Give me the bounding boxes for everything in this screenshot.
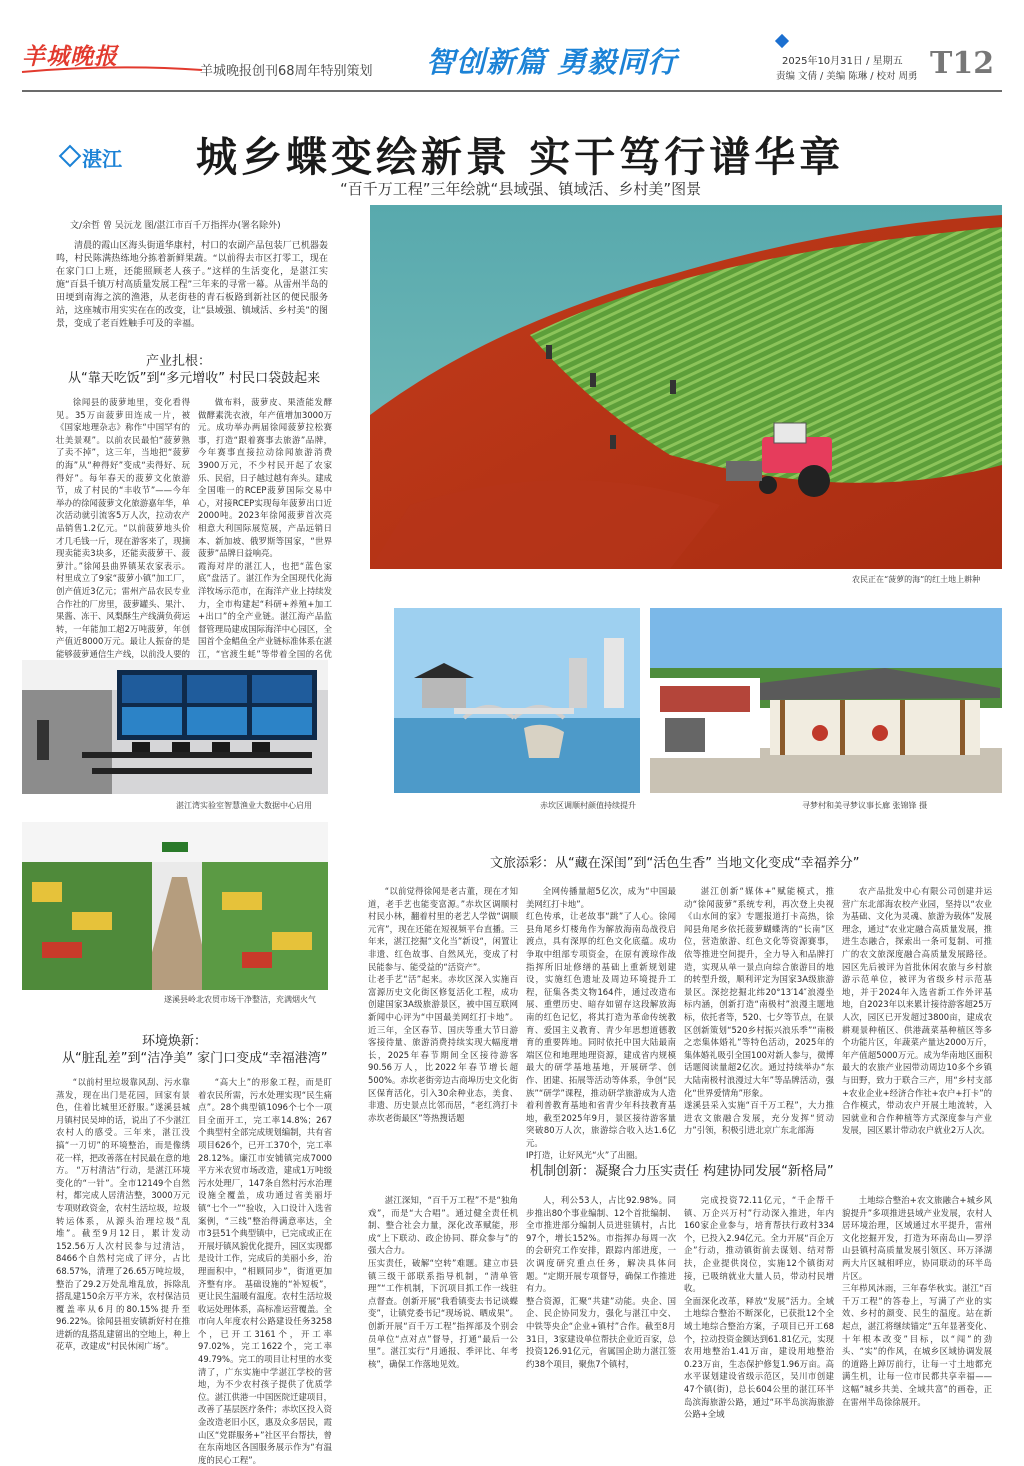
village-corridor-photo	[650, 608, 1002, 793]
masthead-divider	[22, 90, 1002, 92]
diamond-icon	[775, 34, 789, 48]
masthead	[0, 0, 1024, 100]
anniversary-label: 羊城晚报创刊68周年特别策划	[200, 64, 373, 79]
byline: 文/余哲 曾 吴沅龙 图/湛江市百千万指挥办(署名除外)	[70, 221, 281, 231]
environment-column-1: “以前村里垃圾靠风刮、污水靠蒸发，现在出门是花园，回家有景色，住着比城里还舒服。”遂溪县城月镇村民吴坤的话，说出了不少湛江农村人的感受。三年来，湛江没搞“一刀切”的环境整治，而是像绣花一样，把改善落在村民最在意的地方。 “万村清洁”行动，是湛江环境变化的“一针”。全市12149个自然村，都完成人居清洁整，3000万元专项财政资金，农村生活垃圾，垃圾转运体系，从源头治理垃圾“乱堆”。截至9月12日，累计发动152.56万人次村民参与过清洁，8466个自然村完成了评分，占比68.57%，清理了26.65万吨垃圾，整治了29.2万处乱堆乱放，拆除乱搭乱建150余万平方米，农村保洁员覆盖率从6月的80.15%提升至96.22%。徐闻县祖安镇新好村在推进新的乱搭乱建留出的空地上，种上花草，改建成“村民休闲广场”。	[56, 1077, 190, 1352]
datacenter-photo	[22, 660, 328, 794]
industry-section-kicker: 产业扎根：	[146, 354, 212, 369]
village-corridor-illustration	[650, 608, 1002, 793]
tourism-column-4: 农产品批发中心有限公司创建并运营广东北部海农校产业园，坚持以“农业为基础、文化为灵魂、旅游为载体”发展理念，通过“农业定融合高质量发展，推进生态融合，探索出一条可复制、可推广的农文旅深度融合高质量发展路径。园区先后被评为首批休闲农旅与乡村旅游示范单位，被评为省级乡村示范基地，并于2024年入选省新工作外评基地，自2023年以来累计接待游客超25万人次，园区已开发超过3800亩，建成农耕观景种植区、供港蔬菜基种植区等多个功能片区，年蔬菜产量达2000万斤，年产值超5000万元。成为华南地区面积最大的农旅产业园带动周边10多个乡镇与田野，致力于联合三产，用“乡村支部+农业企业+经济合作社+农户+打卡”的合作模式，带动农户开展土地流转，入园就业和合作种植等方式深度参与产业发展，园区累计带动农户就业2万人次。	[842, 886, 992, 1136]
mechanism-column-2: 人，利公53人，占比92.98%。同步推出80个事业编制、12个首批编制、全市推进部分编制人员进驻镇村，占比97个，增长152%。市指挥办每周一次的会研究工作安排，跟踪内部进度，一次调度研究重点任务，解决具体问题。“定期开展专项督导，确保工作推进有力。 整合资源，汇聚“共建”动能。央企、国企、民企协同发力，强化与湛江中交、中铁等央企“企业+镇村”合作。截至8月31日，3家建设单位帮扶企业近百家，总投资126.91亿元，省属国企助力湛江签约38个项目，聚焦7个镇村，	[526, 1195, 676, 1369]
subheadline: “百千万工程”三年绘就“县域强、镇域活、乡村美”图景	[340, 180, 702, 198]
farm-field-illustration	[370, 205, 1002, 569]
issue-date: 2025年10月31日 / 星期五	[782, 56, 903, 67]
tourism-column-1: “以前觉得徐闻是老古董，现在才知道，老手艺也能变富源。”赤坎区调顺村村民小林，翻着村里的老艺人学做“调顺元宵”，现在还能在短视频平台直播。三年来，湛江挖掘“文化当”新设“，闲置让非遗、红色故事、自然风光，变成了村民能参与、能受益的“活资产”。 让老手艺“活”起来。赤坎区深入实施百富源历史文化街区修复活化工程，成功创建国家3A级旅游景区，被中国互联网新闻中心评为“中国最美网红打卡地”。近三年，全区春节、国庆等重大节日游客接待量、旅游消费持续实现大幅度增长，2025年春节期间全区接待游客90.56万人，比2022年春节增长超500%。赤坎老街旁边古商埠历史文化街区保育活化，引入30余种业态，美食、非遗、历史景点比邻而居，“老红湾打卡赤坎老街最区”等热搜话题	[368, 886, 518, 1123]
editor-credits: 责编 文倩 / 美编 陈琳 / 校对 周勇	[776, 71, 918, 82]
lead-paragraph: 清晨的霞山区海头街道华康村，村口的农副产品包装厂已机器轰鸣，村民陈满热练地分拣着新鲜果蔬。“以前得去市区打零工，现在在家门口上班，还能照顾老人孩子。”这样的生活变化，是湛江实施“百县千镇万村高质量发展工程”三年来的寻常一幕。从雷州半岛的田埂到南海之滨的渔港，从老街巷的青石板路到新社区的便民服务站，这座城市用实实在在的改变，让“县域强、镇域活、乡村美”的图景，变成了老百姓触手可及的幸福。	[56, 241, 328, 329]
headline: 城乡蝶变绘新景 实干笃行谱华章	[196, 133, 845, 181]
market-illustration	[22, 822, 328, 990]
tourism-column-3: 湛江创新“媒体+”赋能模式，推动“徐闻菠萝”系统专利，再次登上央视《山水间的家》专题报道打卡高热，徐闻县角尾乡依托菠萝蝴蝶湾的“长南”区位，营造旅游、红色文化等资源赛事，依等推进空间提升，全力导入和品牌打造，实现从单一景点向综合旅游目的地的转型升级，顺利评定为国家3A级旅游景区。深挖挖掘北纬20°13′14″浪漫坐标内涵，创新打造“南极村”浪漫主题地标，依托者等，520、七夕等节点，在景区创新策划“520乡村振兴浪乐季”“南极之恋集体婚礼”等特色活动，2025年的集体婚礼吸引全国100对新人参与，微博话题阅读量超2亿次。通过持续举办“东大陆南极村浪漫过大年”等品牌活动，强化“世界爱情角”形象。 遂溪县采入实施“百千万工程”，大力推进农文旅融合发展，充分发挥“贸动力”引领，积极引进北京广东北部海	[684, 886, 834, 1136]
datacenter-photo-caption: 湛江湾实验室智慧渔业大数据中心启用	[176, 801, 312, 810]
datacenter-illustration	[22, 660, 328, 794]
environment-section-title: 从“脏乱差”到“洁净美” 家门口变成“幸福港湾”	[62, 1051, 328, 1066]
mechanism-section-title: 机制创新：凝聚合力压实责任 构建协同发展“新格局”	[530, 1164, 834, 1179]
page-number: T12	[930, 46, 995, 81]
farm-hero-photo	[370, 205, 1002, 569]
mechanism-column-1: 湛江深知，“百千万工程”不是“独角戏”，而是“大合唱”。通过健全责任机制、整合社会力量，深化改革赋能，形成“上下联动、政企协同、群众参与”的强大合力。 压实责任，破解“空转”难题。建立市县镇三级干部联系指导机制，“清单管理”“工作机制，下沉项目抓工作一线驻点督查。创新开展“我看镇变去书记谈蝶变”，让镇党委书记“现场说、晒成果”。创新开展“百千万工程”指挥部及个别会员单位“点对点”督导，打通“最后一公里”。湛江实行“月通报、季评比、年考核”，确保工作落地见效。	[368, 1195, 518, 1369]
farm-photo-caption: 农民正在“菠萝的海”的红土地上耕种	[852, 575, 981, 584]
market-photo-caption: 遂溪县岭北农贸市场干净整洁，充满烟火气	[164, 995, 316, 1004]
environment-column-2: “高大上”的形象工程，而是盯着农民所需，污水处理实现“民生痛点”。28个典型镇1096个七个一项目全面开工，完工率14.8%；267个典型村全部完成规划编制，共有省项目626个，已开工370个，完工率28.12%。廉江市安铺镇完成7000平方米农贸市场改造，建成1万吨级污水处理厂，147条自然村污水治理设施全覆盖，成功通过省美丽圩镇“七个一”“验收，入口设计入选省案例，“三线”整治得满意率达，全市3县51个典型镇中，已完成或正在开展圩镇风貌优化提升，园区实现都是设计工作，完成后的美丽小乡，治理面积中，“相顾同步”，街道更加齐整有序。 基础设施的“补短板”，更让民生温暖有温度。农村生活垃圾收运处理体系，高标准运营覆盖。全市向人年度农村公路建设任务3258个，已开工3161个，开工率97.02%，完工1622个，完工率49.79%。完工的项目让村里的水变清了，广东实施中学湛江学校的营地，为不少农村孩子提供了优质学位。湛江供港一中国医院迁建项目，改善了基层医疗条件；赤坎区投入资金改造老旧小区，惠及众多居民，霞山区“党群服务+”社区平台帮扶，曾在东南地区各国服务展示作为“有温度的民心工程”。	[198, 1077, 332, 1465]
newspaper-logo: 羊城晚报	[22, 43, 118, 70]
market-photo	[22, 822, 328, 990]
bridge-illustration	[394, 608, 640, 793]
mechanism-column-3: 完成投资72.11亿元，“千企帮千镇、万企兴万村”行动深入推进，年内160家企业参与，培育帮扶行政村334个，已投入2.94亿元。全力开展“百企万企”行动，推动镇街前去谋划、结对帮扶，企业提供岗位，实施12个镇街对接，已吸纳就业大量人员，带动村民增收。 全面深化改革，释放“发展”活力。全域土地综合整治不断深化，已获批12个全域土地综合整治方案，子项目已开工68个，拉动投资金额达到61.81亿元，实现农用地整治1.41万亩，建设用地整治0.23万亩，生态保护修复1.96万亩。高水平谋划建设省级示范区，吴川市创建47个镇(街)，总长604公里的湛江环半岛滨海旅游公路，通过“环半岛滨海旅游公路+全域	[684, 1195, 834, 1420]
village-photo-caption: 寻梦村和美寻梦议事长廊 张锦锋 摄	[802, 801, 928, 810]
special-slogan: 智创新篇 勇毅同行	[426, 45, 678, 79]
bridge-photo-caption: 赤坎区调顺村颜值持续提升	[540, 801, 636, 810]
logo-swoosh-decoration	[22, 66, 202, 74]
tourism-section-title: 文旅添彩：从“藏在深闺”到“活色生香” 当地文化变成“幸福养分”	[490, 856, 860, 871]
environment-section-kicker: 环境焕新：	[142, 1034, 208, 1049]
tourism-column-2: 全网传播量超5亿次，成为“中国最美网红打卡地”。 红色传承，让老故事“跳”了人心。徐闻县角尾乡灯楼角作为解放海南岛战役启渡点，具有深厚的红色文化底蕴。成功争取中组部专项资金，在原有渡琼作战指挥所旧址修缮的基础上重新规划建设，实施红色遗址及周边环境提升工程，征集各类文物164件，通过改造布展、重塑历史、暗存如留存这段解放海南的红色记忆，将其打造为革命传统教育、爱国主义教育、青少年思想道德教育的重要阵地。同时依托中国大陆最南端区位和地理地理资源，建成省内规模最大的研学基地基地，开展研学、创作、团建、拓展等活动等体系，争创“民族”“研学”课程，推动研学旅游成为人造着利普教育基地和省青少年科技教育基地，截至2025年9月，景区接待游客量突破80万人次，旅游综合收入达1.6亿元。 IP打造，让好风光“火”了出圈。	[526, 886, 676, 1161]
mechanism-column-4: 土地综合整治+农文旅融合+城乡风貌提升”多项推进县域产业发展，农村人居环境治理，区域通过水平提升，雷州文化挖掘开发，打造为环南岛山—罗浮山县镇村高质量发展引领区、环万泽湖两大片区城相呼应，协同联动的环半岛片区。 三年栉风沐雨，三年春华秋实。湛江“百千万工程”的答卷上，写满了产业的实效、乡村的颜变、民生的温度。站在新起点，湛江将继续锚定“五年显著变化、十年根本改变”目标，以“闯”的劲头、“实”的作风，在城乡区域协调发展的道路上踔厉前行，让每一寸土地都充满生机，让每一位市民都共享幸福——这幅“城乡共美、全域共富”的画卷，正在雷州半岛徐徐展开。	[842, 1195, 992, 1407]
bridge-photo	[394, 608, 640, 793]
city-tag: 湛江	[82, 147, 122, 171]
industry-section-title: 从“靠天吃饭”到“多元增收” 村民口袋鼓起来	[68, 371, 321, 386]
industry-column-1: 徐闻县的菠萝地里，变化看得见。35万亩菠萝田连成一片，被《国家地理杂志》称作“中国罕有的壮美景观”。以前农民最怕“菠萝熟了卖不掉”，这三年，当地把“菠萝的海”从“种得好”变成“卖得好、玩得好”。每年春天的菠萝文化旅游节，成了村民的“丰收节”——今年举办的徐闻菠萝文化旅游嘉年华，单次活动就引流客5万人次，拉动农产品销售1.2亿元。“以前菠萝地头价才几毛钱一斤，现在游客来了，现摘现卖能卖3块多，还能卖菠萝干、菠萝汁。”徐闻县曲界镇某农家表示。村里成立了9家“菠萝小镇”加工厂，创产值近3亿元；雷州产品农民专业合作社的厂房里，菠萝罐头、果汁、果酱、冻干、风梨酥生产线满负荷运转，一年能加工超2万吨菠萝，年创产值近8000万元。最让人振奋的是能够菠萝通信生产线，以前没人要的	[56, 397, 190, 659]
industry-column-2: 做布料，菠萝皮、果渣能发酵做酵素洗衣液，年产值增加3000万元。成功举办两届徐闻菠萝拉松赛事，打造“跟着赛事去旅游”品牌，今年赛事直接拉动徐闻旅游消费3900万元，不少村民开起了农家乐、民宿，日子越过越有奔头。建成全国唯一的RCEP菠萝国际交易中心，对接RCEP实现每年菠萝出口近2000吨。2023年徐闻菠萝首次亮相意大利国际展览展，产品远销日本、新加坡、俄罗斯等国家，“世界菠萝”品牌日益响亮。 霞海对岸的湛江人，也把“蓝色家底”盘活了。湛江作为全国现代化海洋牧场示范市，在海洋产业上持续发力，全市构建起“科研+养殖+加工+出口”的全产业链。湛江海产品监督管理局建成国际海洋中心园区，全国首个金鲳鱼全产业链标准体系在湛江，“官渡生蚝”等带着全国的名优	[198, 397, 332, 659]
